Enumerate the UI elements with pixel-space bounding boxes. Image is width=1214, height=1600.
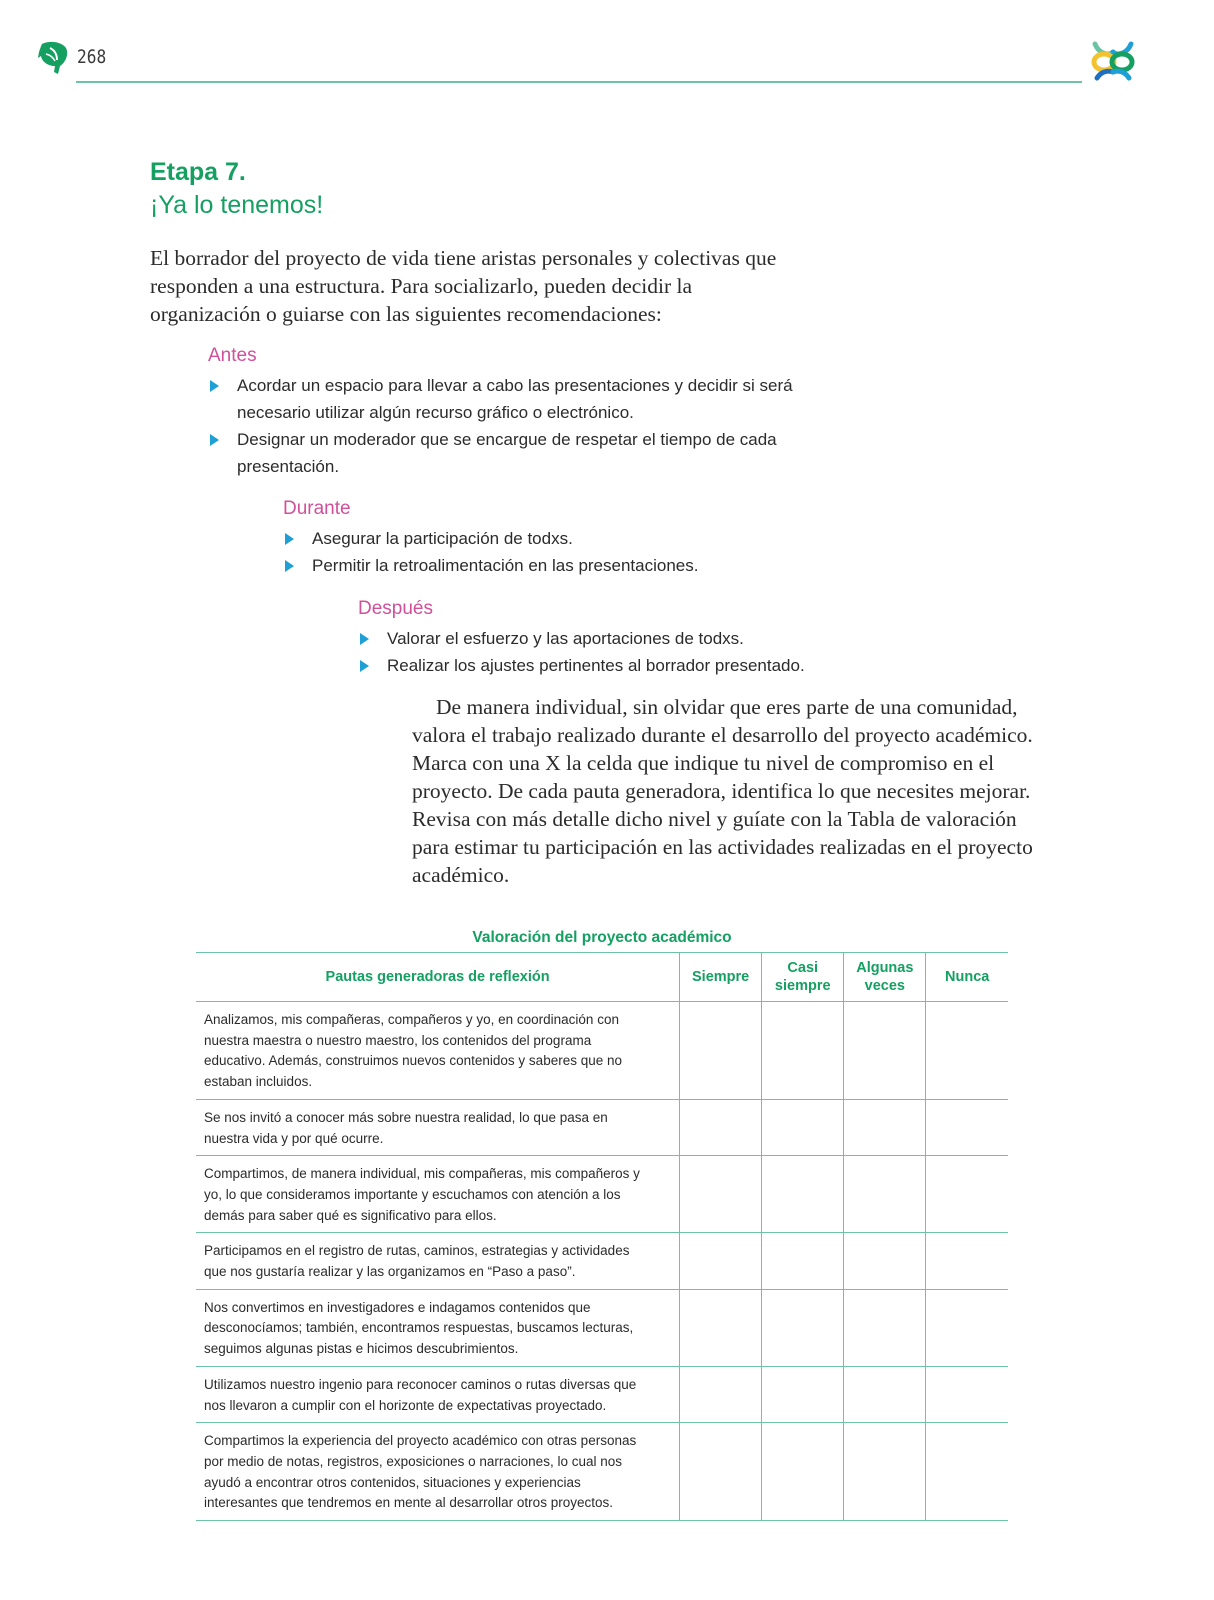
list-item-text: Asegurar la participación de todxs. xyxy=(312,529,573,548)
list-item-text: Designar un moderador que se encargue de respetar el tiempo de cada presentación. xyxy=(237,430,777,476)
list-item-text: Valorar el esfuerzo y las aportaciones de todxs. xyxy=(387,629,744,648)
rating-cell-almost-always[interactable] xyxy=(762,1002,844,1100)
column-header-criterion: Pautas generadoras de reflexión xyxy=(196,953,680,1002)
criterion-cell: Participamos en el registro de rutas, caminos, estrategias y actividades que nos gustaría realizar y las organizamos en “Paso a paso”. xyxy=(196,1233,680,1289)
header-rule xyxy=(76,81,1082,83)
rating-cell-never[interactable] xyxy=(926,1156,1008,1233)
table-row xyxy=(196,1423,1008,1521)
rating-cell-almost-always[interactable] xyxy=(762,1289,844,1366)
triangle-bullet-icon xyxy=(285,560,294,572)
column-header-never: Nunca xyxy=(926,953,1008,1002)
table-row xyxy=(196,1099,1008,1155)
rating-cell-always[interactable] xyxy=(680,1289,762,1366)
triangle-bullet-icon xyxy=(285,533,294,545)
table-row xyxy=(196,1156,1008,1233)
phase-after xyxy=(358,597,918,679)
list-item xyxy=(358,625,918,652)
triangle-bullet-icon xyxy=(360,633,369,645)
criterion-cell: Compartimos la experiencia del proyecto académico con otras personas por medio de notas, registros, exposiciones o narraciones, lo cual nos ayudó a encontrar otros contenidos, situaciones y experiencias interesantes que tendremos en mente al desarrollar otros proyectos. xyxy=(196,1423,680,1521)
phase-list xyxy=(358,625,918,679)
rating-cell-sometimes[interactable] xyxy=(844,1289,926,1366)
rating-cell-always[interactable] xyxy=(680,1366,762,1422)
phase-before xyxy=(208,344,798,480)
rating-cell-always[interactable] xyxy=(680,1099,762,1155)
triangle-bullet-icon xyxy=(360,660,369,672)
list-item xyxy=(208,372,798,426)
triangle-bullet-icon xyxy=(210,380,219,392)
criterion-cell: Nos convertimos en investigadores e indagamos contenidos que desconocíamos; también, encontramos respuestas, buscamos lecturas, seguimos algunas pistas e hicimos descubrimientos. xyxy=(196,1289,680,1366)
table-row xyxy=(196,1233,1008,1289)
rating-cell-sometimes[interactable] xyxy=(844,1233,926,1289)
column-header-always: Siempre xyxy=(680,953,762,1002)
rating-cell-sometimes[interactable] xyxy=(844,1423,926,1521)
list-item-text: Acordar un espacio para llevar a cabo las presentaciones y decidir si será necesario utilizar algún recurso gráfico o electrónico. xyxy=(237,376,793,422)
green-leaf-icon xyxy=(36,38,70,76)
list-item xyxy=(208,426,798,480)
list-item xyxy=(283,525,843,552)
phase-list xyxy=(208,372,798,480)
criterion-cell: Analizamos, mis compañeras, compañeros y yo, en coordinación con nuestra maestra o nuestro maestro, los contenidos del programa educativo. Además, construimos nuevos contenidos y saberes que no estaban incluidos. xyxy=(196,1002,680,1100)
stage-subtitle: ¡Ya lo tenemos! xyxy=(150,191,324,219)
individual-instructions: De manera individual, sin olvidar que eres parte de una comunidad, valora el trabajo realizado durante el desarrollo del proyecto académico. Marca con una X la celda que indique tu nivel de compromiso en el proyecto. De cada pauta generadora, identifica lo que necesites mejorar. Revisa con más detalle dicho nivel y guíate con la Tabla de valoración para estimar tu participación en las actividades realizadas en el proyecto académico. xyxy=(412,695,1033,887)
phase-title: Antes xyxy=(208,345,257,366)
rating-cell-almost-always[interactable] xyxy=(762,1366,844,1422)
phase-title: Durante xyxy=(283,498,351,519)
triangle-bullet-icon xyxy=(210,434,219,446)
stage-title: Etapa 7. xyxy=(150,158,246,186)
rating-cell-almost-always[interactable] xyxy=(762,1099,844,1155)
assessment-table xyxy=(196,952,1008,1521)
rating-cell-never[interactable] xyxy=(926,1099,1008,1155)
column-header-sometimes: Algunas veces xyxy=(844,953,926,1002)
rating-cell-sometimes[interactable] xyxy=(844,1366,926,1422)
phase-list xyxy=(283,525,843,579)
list-item xyxy=(358,652,918,679)
table-row xyxy=(196,1289,1008,1366)
table-row xyxy=(196,1002,1008,1100)
criterion-cell: Compartimos, de manera individual, mis compañeras, mis compañeros y yo, lo que consideramos importante y escuchamos con atención a los demás para saber qué es significativo para ellos. xyxy=(196,1156,680,1233)
rating-cell-never[interactable] xyxy=(926,1366,1008,1422)
table-row xyxy=(196,1366,1008,1422)
rating-cell-sometimes[interactable] xyxy=(844,1099,926,1155)
rating-cell-never[interactable] xyxy=(926,1289,1008,1366)
page-number: 268 xyxy=(77,46,107,68)
table-caption: Valoración del proyecto académico xyxy=(472,929,732,946)
column-header-almost-always: Casi siempre xyxy=(762,953,844,1002)
rating-cell-always[interactable] xyxy=(680,1233,762,1289)
rating-cell-never[interactable] xyxy=(926,1002,1008,1100)
intro-paragraph: El borrador del proyecto de vida tiene aristas personales y colectivas que responden a una estructura. Para socializarlo, pueden decidir la organización o guiarse con las siguientes recomendaciones: xyxy=(150,246,777,326)
phase-during xyxy=(283,497,843,579)
rating-cell-almost-always[interactable] xyxy=(762,1423,844,1521)
list-item-text: Realizar los ajustes pertinentes al borrador presentado. xyxy=(387,656,805,675)
rating-cell-sometimes[interactable] xyxy=(844,1002,926,1100)
rating-cell-almost-always[interactable] xyxy=(762,1233,844,1289)
list-item-text: Permitir la retroalimentación en las presentaciones. xyxy=(312,556,699,575)
interlocking-rings-icon xyxy=(1087,32,1139,84)
rating-cell-always[interactable] xyxy=(680,1002,762,1100)
rating-cell-never[interactable] xyxy=(926,1233,1008,1289)
rating-cell-always[interactable] xyxy=(680,1423,762,1521)
rating-cell-sometimes[interactable] xyxy=(844,1156,926,1233)
rating-cell-almost-always[interactable] xyxy=(762,1156,844,1233)
rating-cell-never[interactable] xyxy=(926,1423,1008,1521)
table-header-row xyxy=(196,953,1008,1002)
list-item xyxy=(283,552,843,579)
rating-cell-always[interactable] xyxy=(680,1156,762,1233)
phase-title: Después xyxy=(358,598,433,619)
criterion-cell: Utilizamos nuestro ingenio para reconocer caminos o rutas diversas que nos llevaron a cumplir con el horizonte de expectativas proyectado. xyxy=(196,1366,680,1422)
criterion-cell: Se nos invitó a conocer más sobre nuestra realidad, lo que pasa en nuestra vida y por qué ocurre. xyxy=(196,1099,680,1155)
